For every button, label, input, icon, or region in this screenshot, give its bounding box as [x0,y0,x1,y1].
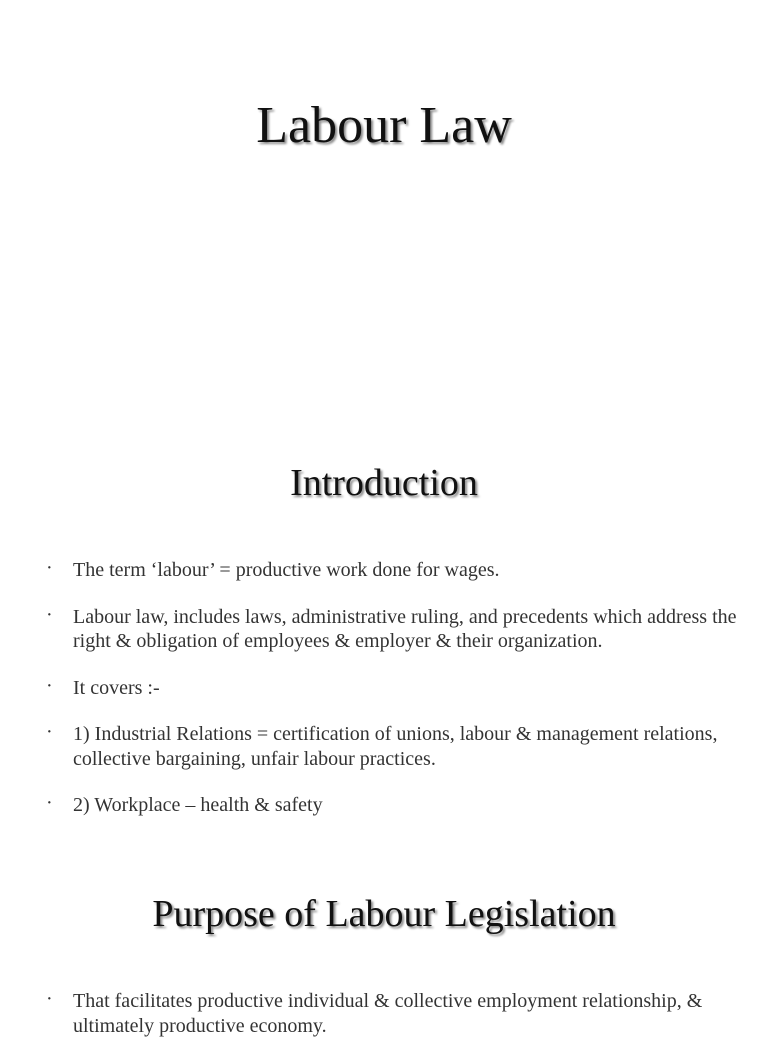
list-item: · 1) Industrial Relations = certification of unions, labour & management relations, collective bargaining, unfair labour practices. [40,722,740,771]
page-title: Labour Law [256,97,512,154]
list-item: · 2) Workplace – health & safety [40,793,740,818]
list-item: · The term ‘labour’ = productive work done for wages. [40,558,740,583]
list-item: · That facilitates productive individual & collective employment relationship, & ultimately productive economy. [40,989,740,1038]
introduction-bullet-list [40,558,740,840]
list-item: · Labour law, includes laws, administrative ruling, and precedents which address the right & obligation of employees & employer & their organization. [40,605,740,654]
introduction-heading: Introduction [290,462,478,504]
purpose-bullet-list [40,989,740,1038]
purpose-heading: Purpose of Labour Legislation [152,893,616,935]
list-item: · It covers :- [40,676,740,701]
